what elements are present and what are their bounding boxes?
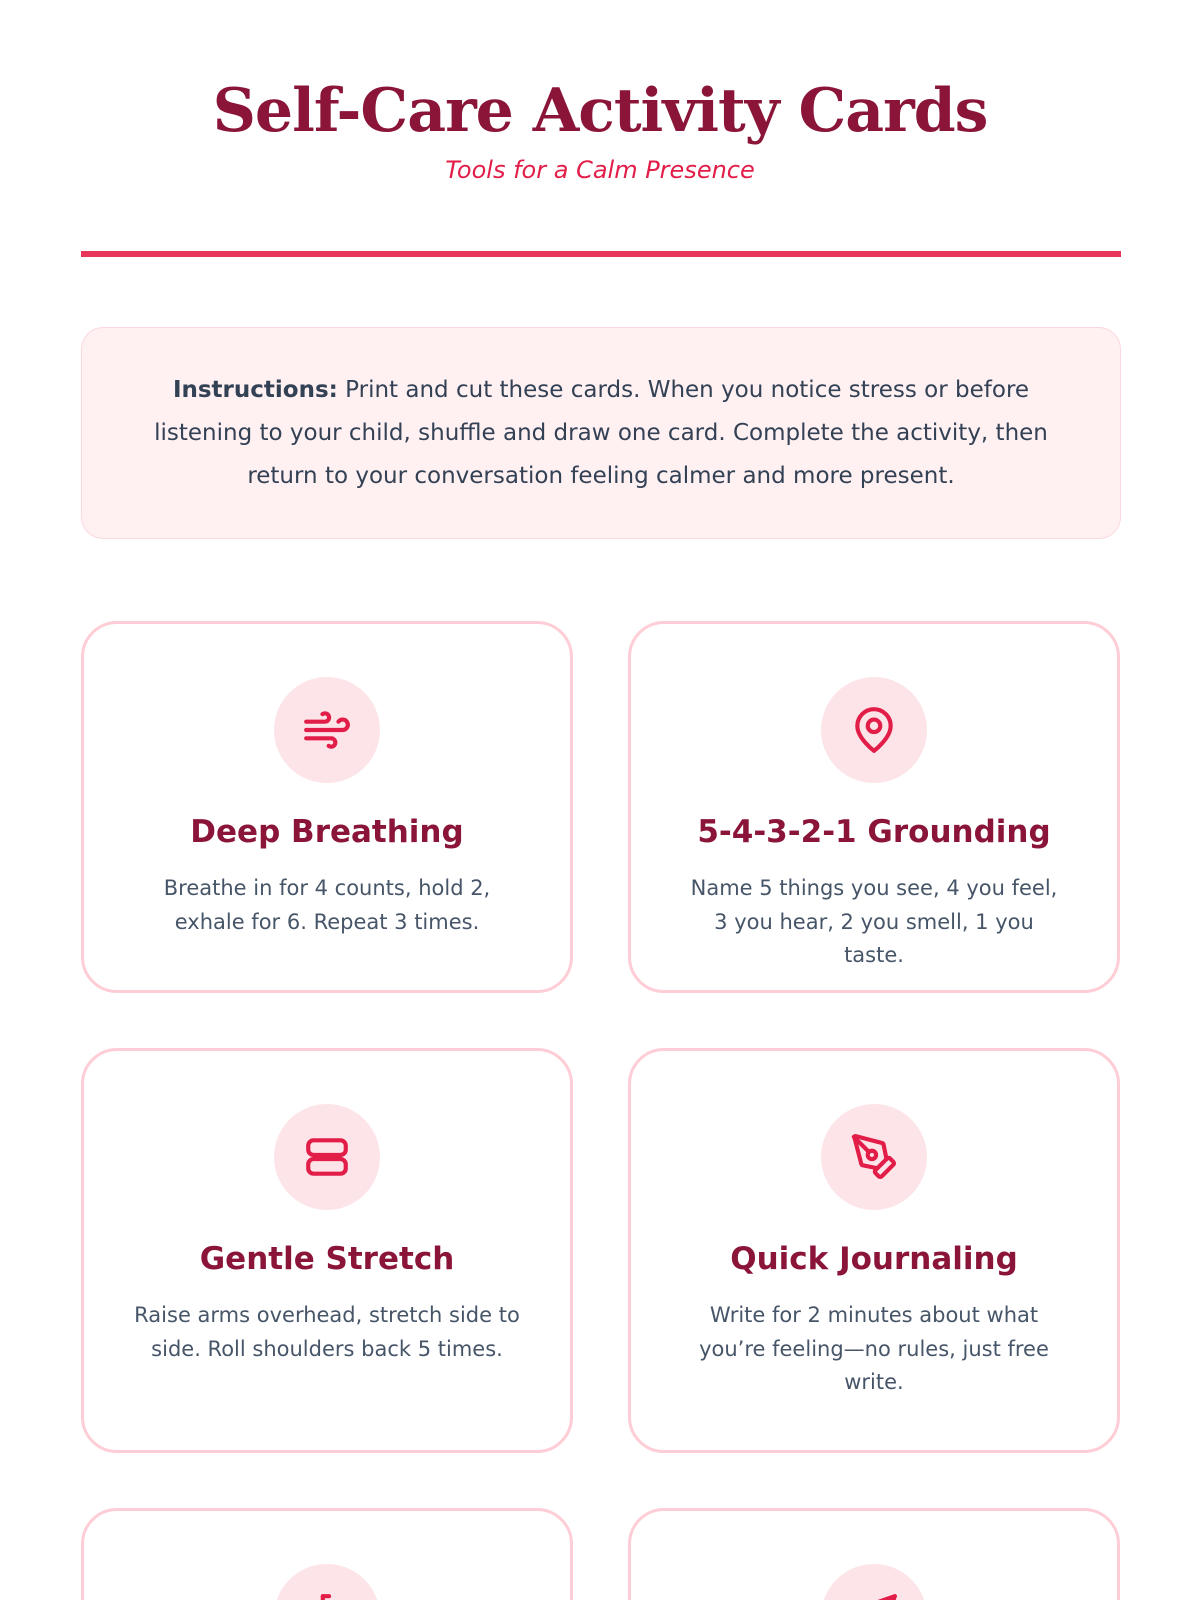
page-title: Self-Care Activity Cards [212, 76, 988, 146]
card-description: Raise arms overhead, stretch side to side. Roll shoulders back 5 times. [134, 1303, 520, 1361]
header [0, 0, 1200, 184]
instructions-paragraph [142, 369, 1060, 498]
activity-card [81, 1508, 573, 1600]
icon-badge [274, 677, 380, 783]
icon-badge [821, 1104, 927, 1210]
card-description: Write for 2 minutes about what you’re feeling—no rules, just free write. [699, 1303, 1049, 1394]
map-pin-icon [849, 705, 899, 755]
header-divider [81, 251, 1121, 257]
activity-card [628, 621, 1120, 993]
instructions-text: Print and cut these cards. When you notice stress or before listening to your child, shuffle and draw one card. Complete the activity, then return to your conversation feeling calmer and more present. [154, 376, 1048, 489]
icon-badge [274, 1104, 380, 1210]
send-icon [849, 1592, 899, 1600]
card-title: Gentle Stretch [199, 1241, 455, 1277]
partial-icon [302, 1592, 352, 1600]
instructions-box [81, 327, 1121, 539]
pen-tool-icon [849, 1132, 899, 1182]
icon-badge [821, 1564, 927, 1600]
activity-card [628, 1508, 1120, 1600]
card-title: 5-4-3-2-1 Grounding [697, 814, 1051, 850]
card-description: Breathe in for 4 counts, hold 2, exhale for 6. Repeat 3 times. [163, 876, 491, 934]
activity-card [628, 1048, 1120, 1453]
activity-card [81, 621, 573, 993]
card-title: Quick Journaling [730, 1241, 1018, 1277]
card-title: Deep Breathing [190, 814, 464, 850]
icon-badge [821, 677, 927, 783]
instructions-label: Instructions: [172, 376, 338, 403]
wind-icon [302, 705, 352, 755]
page-subtitle: Tools for a Calm Presence [445, 156, 755, 184]
card-description: Name 5 things you see, 4 you feel, 3 you hear, 2 you smell, 1 you taste. [690, 876, 1058, 967]
activity-card [81, 1048, 573, 1453]
icon-badge [274, 1564, 380, 1600]
stretch-icon [302, 1132, 352, 1182]
